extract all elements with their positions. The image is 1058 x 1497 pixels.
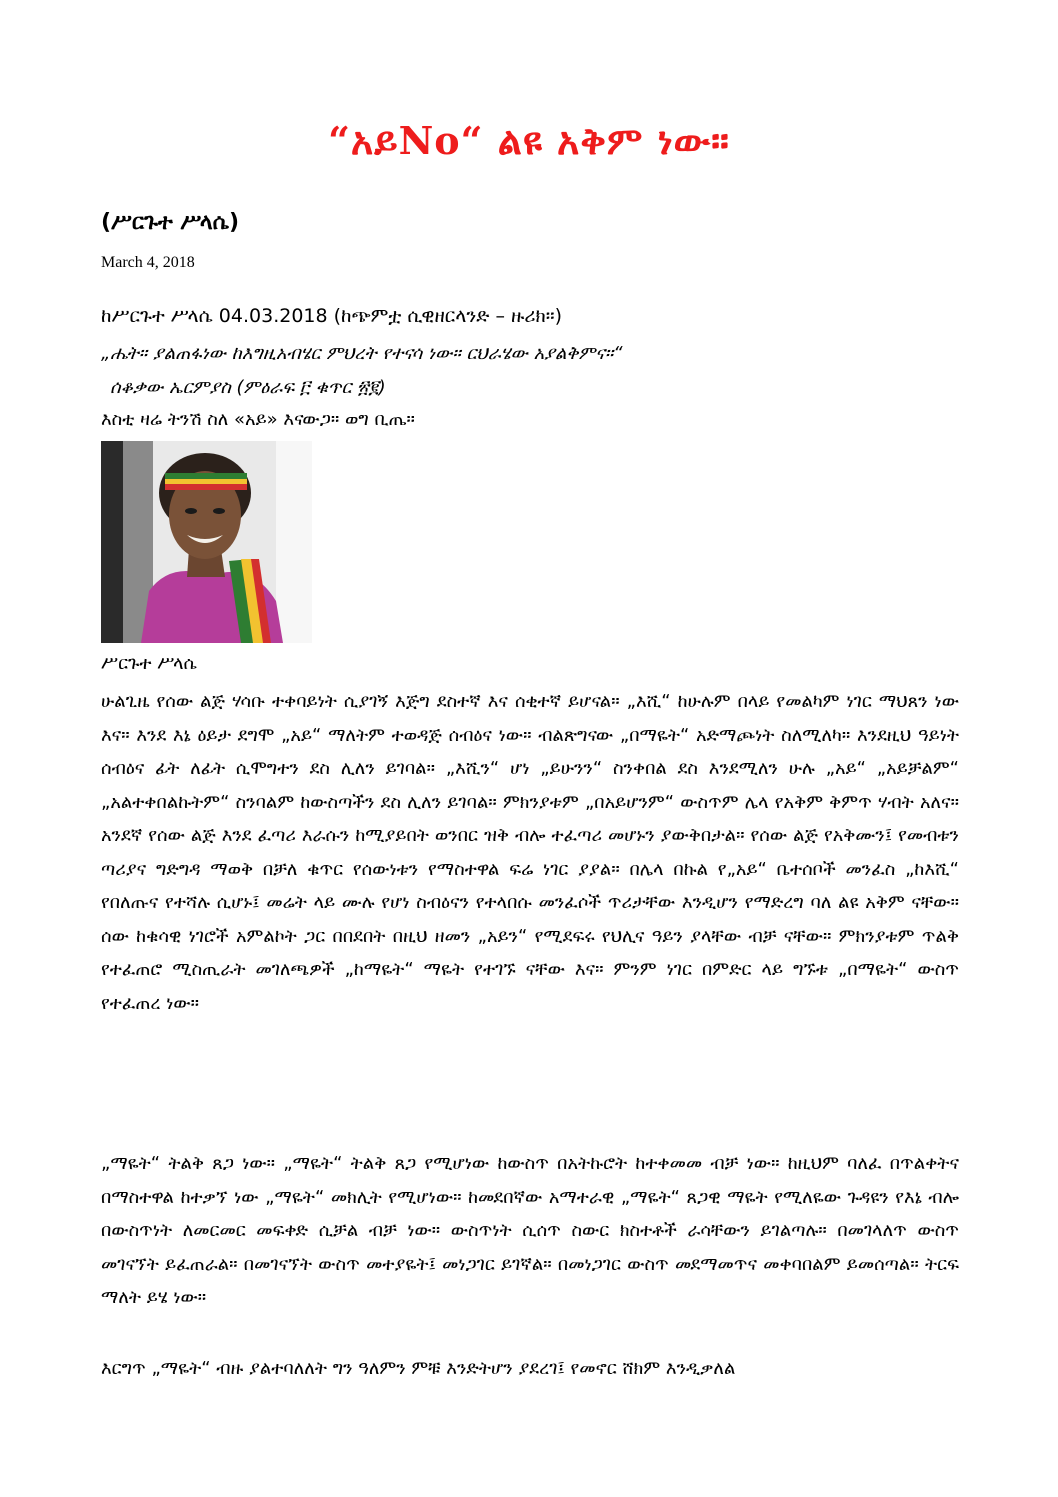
intro-line: እስቲ ዛሬ ትንሽ ስለ «አይ» እናውጋ። ወግ ቢጤ። xyxy=(101,409,415,430)
author-photo xyxy=(101,441,312,643)
page-title: “አይNo“ ልዩ አቅም ነው። xyxy=(328,118,730,163)
author-name: (ሥርጉተ ሥላሴ) xyxy=(101,210,240,235)
body-paragraph: ሁልጊዜ የሰው ልጅ ሃሳቡ ተቀባይነት ሲያገኝ እጅግ ደስተኛ እና ሰቂተኛ ይሆናል። „እሺ“ ከሁሉም በላይ የመልካም ነገር ማህጸን ነው እና። እንደ እኔ ዕይታ ደግሞ „አይ“ ማለትም ተወዳጅ ሰብዕና ነው። ብልጽግናው „በማዬት“ አድማጮነት ስለሚለካ። እንደዚህ ዓይነት ሰብዕና ፊት ለፊት ሲሞግተን ደስ ሊለን ይገባል። „እሺን“ ሆነ „ይሁንን“ ስንቀበል ደስ እንደሚለን ሁሉ „አይ“ „አይቻልም“ „አልተቀበልኩትም“ ስንባልም ከውስጣችን ደስ ሊለን ይገባል። ምክንያቱም „በአይሆንም“ ውስጥም ሌላ የአቅም ቅምጥ ሃብት አለና። አንደኛ የሰው ልጅ እንደ ፈጣሪ እራሱን ከሚያይበት ወንበር ዝቅ ብሎ ተፈጣሪ መሆኑን ያውቅበታል። የሰው ልጅ የአቅሙን፤ የመብቱን ጣሪያና ግድግዳ ማወቅ በቻለ ቁጥር የሰውነቱን የማስተዋል ፍሬ ነገር ያያል። በሌላ በኩል የ„አይ“ ቤተሰቦች መንፈስ „ከእሺ“ የበለጡና የተሻሉ ሲሆኑ፤ መሬት ላይ ሙሉ የሆነ ስብዕናን የተላበሱ መንፈሶች ጥሪታቸው እንዲሆን የማድረግ ባለ ልዩ አቅም ናቸው። ሰው ከቁሳዊ ነገሮች አምልኮት ጋር በበደበት በዚህ ዘመን „አይን“ የሚደፍሩ የህሊና ዓይን ያላቸው ብቻ ናቸው። ምክንያቱም ጥልቅ የተፈጠሮ ሚስጢራት መገለጫዎች „ከማዬት“ ማዬት የተገኙ ናቸው እና። ምንም ነገር በምድር ላይ ግኙቱ „በማዬት“ ውስጥ የተፈጠረ ነው። xyxy=(101,691,959,1014)
body-paragraph: እርግጥ „ማዬት“ ብዙ ያልተባለለት ግን ዓለምን ምቹ እንድትሆን ያደረገ፤ የመኖር ሸክም እንዲቃለል xyxy=(101,1358,736,1379)
body-paragraph: „ማዬት“ ትልቅ ጸጋ ነው። „ማዬት“ ትልቅ ጸጋ የሚሆነው ከውስጥ በአትኩሮት ከተቀመመ ብቻ ነው። ከዚህም ባለፈ በጥልቀትና በማስተዋል ከተቃኘ ነው „ማዬት“ መክሊት የሚሆነው። ከመደበኛው አማተራዊ „ማዬት“ ጸጋዊ ማዬት የሚለዬው ጉዳዩን የእኔ ብሎ በውስጥነት ለመርመር መፍቀድ ሲቻል ብቻ ነው። ውስጥነት ሲሰጥ ስውር ክስተቶች ራሳቸውን ይገልጣሉ። በመገላለጥ ውስጥ መገናኘት ይፈጠራል። በመገናኘት ውስጥ መተያዬት፤ መነጋገር ይገኛል። በመነጋገር ውስጥ መደማመጥና መቀባበልም ይመሰጣል። ትርፍ ማለት ይሄ ነው። xyxy=(101,1153,959,1308)
byline-line: ከሥርጉተ ሥላሴ 04.03.2018 (ከጭምቷ ሲዊዘርላንድ – ዙሪክ።) xyxy=(101,305,563,327)
scripture-quote: „ሔት። ያልጠፋነው ከእግዚአብሄር ምህረት የተናሳ ነው። ርህራሄው አያልቅምና።“ xyxy=(101,343,623,364)
publish-date: March 4, 2018 xyxy=(101,254,195,271)
author-photo-illustration xyxy=(101,441,312,643)
scripture-source: ሰቆቃው ኤርምያስ (ምዕራፍ ፫ ቁጥር ፳፪) xyxy=(110,377,386,398)
photo-caption: ሥርጉተ ሥላሴ xyxy=(101,653,197,674)
